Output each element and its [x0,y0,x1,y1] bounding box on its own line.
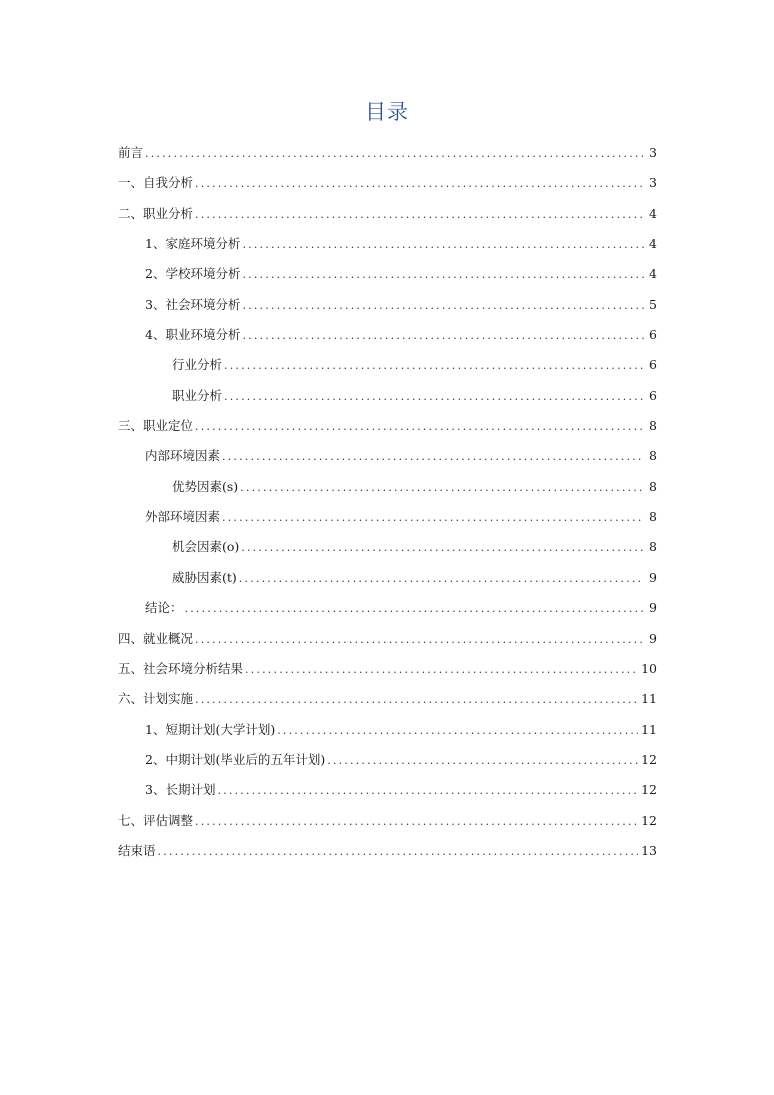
toc-entry-label: 一、自我分析 [118,175,194,191]
toc-dot-leader [185,594,644,624]
toc-page-number: 9 [649,569,657,585]
toc-entry-label: 1、短期计划(大学计划) [145,721,276,737]
toc-page-number: 8 [649,448,657,464]
toc-dot-leader [241,533,644,563]
toc-entry-label: 七、评估调整 [118,812,194,828]
toc-entry[interactable] [118,593,657,623]
toc-page-number: 3 [649,175,657,191]
toc-dot-leader [242,321,644,351]
toc-entry-label: 4、职业环境分析 [145,327,241,343]
toc-entry[interactable] [118,624,657,654]
toc-entry[interactable] [118,715,657,745]
toc-page-number: 8 [649,478,657,494]
toc-page-number: 12 [641,782,657,798]
toc-entry-label: 五、社会环境分析结果 [118,660,244,676]
toc-page-number: 6 [649,327,657,343]
toc-dot-leader [145,139,644,169]
toc-entry[interactable] [118,138,657,168]
toc-entry[interactable] [118,350,657,380]
toc-entry[interactable] [118,320,657,350]
toc-dot-leader [245,655,638,685]
toc-entry-label: 结束语 [118,842,156,858]
toc-entry-label: 外部环境因素 [145,509,221,525]
toc-dot-leader [158,837,639,867]
toc-page-number: 3 [649,145,657,160]
page-title: 目录 [365,100,409,124]
toc-dot-leader [195,685,638,715]
toc-entry-label: 结论： [145,600,183,616]
toc-entry-label: 四、就业概况 [118,630,194,646]
toc-dot-leader [195,412,644,442]
toc-dot-leader [242,230,644,260]
toc-page-number: 6 [649,387,657,403]
toc-entry-label: 职业分析 [172,387,223,403]
toc-entry[interactable] [118,806,657,836]
toc-dot-leader [242,260,644,290]
toc-page-number: 12 [641,812,657,828]
toc-dot-leader [242,291,644,321]
toc-entry-label: 内部环境因素 [145,448,221,464]
toc-entry-label: 2、学校环境分析 [145,266,241,282]
toc-entry-label: 2、中期计划(毕业后的五年计划) [145,751,326,767]
toc-entry-label: 行业分析 [172,357,223,373]
toc-dot-leader [224,351,644,381]
toc-entry[interactable] [118,563,657,593]
toc-entry[interactable] [118,532,657,562]
toc-dot-leader [277,716,638,746]
toc-page-number: 8 [649,418,657,434]
toc-page-number: 4 [649,236,657,252]
toc-entry-label: 3、社会环境分析 [145,296,241,312]
toc-page-number: 8 [649,509,657,525]
toc-dot-leader [195,200,644,230]
toc-entry[interactable] [118,411,657,441]
toc-entry[interactable] [118,502,657,532]
toc-page-number: 10 [641,660,657,676]
toc-entry[interactable] [118,168,657,198]
toc-entry-label: 二、职业分析 [118,205,194,221]
toc-page-number: 11 [641,721,657,737]
toc-entry-label: 前言 [118,145,144,160]
toc-dot-leader [240,473,644,503]
toc-entry[interactable] [118,259,657,289]
toc-dot-leader [217,776,638,806]
toc-entry-label: 机会因素(o) [172,539,240,555]
toc-page-number: 13 [641,842,657,858]
toc-entry[interactable] [118,836,657,866]
toc-entry[interactable] [118,441,657,471]
toc-entry[interactable] [118,290,657,320]
toc-page-number: 6 [649,357,657,373]
toc-dot-leader [224,382,644,412]
toc-entry[interactable] [118,654,657,684]
toc-page-number: 8 [649,539,657,555]
toc-entry[interactable] [118,745,657,775]
toc-page-number: 9 [649,630,657,646]
toc-dot-leader [195,625,644,655]
toc-page-number: 9 [649,600,657,616]
toc-page-number: 12 [641,751,657,767]
toc-entry-label: 三、职业定位 [118,418,194,434]
table-of-contents [118,138,657,866]
toc-entry-label: 六、计划实施 [118,691,194,707]
toc-entry[interactable] [118,472,657,502]
toc-entry[interactable] [118,229,657,259]
toc-page-number: 4 [649,205,657,221]
toc-entry[interactable] [118,199,657,229]
toc-entry-label: 1、家庭环境分析 [145,236,241,252]
toc-dot-leader [239,564,644,594]
toc-entry[interactable] [118,775,657,805]
toc-entry[interactable] [118,381,657,411]
toc-dot-leader [195,169,644,199]
toc-dot-leader [195,807,638,837]
toc-dot-leader [222,503,644,533]
toc-entry-label: 威胁因素(t) [172,569,237,585]
toc-page-number: 11 [641,691,657,707]
toc-entry-label: 3、长期计划 [145,782,216,798]
toc-dot-leader [222,442,644,472]
toc-entry[interactable] [118,684,657,714]
toc-dot-leader [327,746,638,776]
toc-entry-label: 优势因素(s) [172,478,239,494]
toc-page-number: 4 [649,266,657,282]
toc-page-number: 5 [649,296,657,312]
